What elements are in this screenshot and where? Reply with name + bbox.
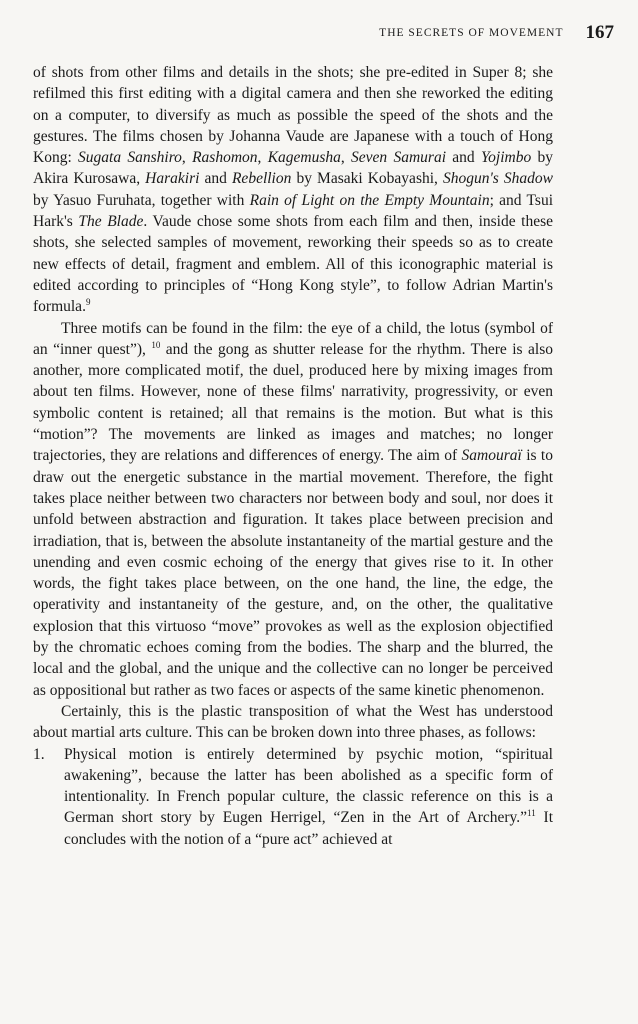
text-run: and (199, 170, 232, 188)
running-title: THE SECRETS OF MOVEMENT (379, 27, 564, 39)
text-run: Physical motion is entirely determined by psychic motion, “spiritual awakening”, because the latter has been abolished as a specific form of intentionality. In French popular culture, the classic reference on this is a German short story by Eugen Herrigel, “Zen in the Art of Archery.” (64, 745, 553, 827)
text-run: Three motifs can be found in the film: the eye of a child, the lotus (symbol of an “inner quest”), (33, 319, 553, 358)
italic-title: Harakiri (145, 170, 200, 188)
text-run: It concludes with the notion of a “pure act” achieved at (64, 809, 554, 848)
paragraph (33, 62, 553, 318)
italic-title: Kagemusha (267, 149, 341, 167)
footnote-ref: 11 (527, 808, 536, 819)
paragraph (33, 318, 553, 701)
text-run: , (257, 149, 268, 167)
italic-title: The Blade (78, 213, 144, 231)
footnote-ref: 9 (85, 297, 91, 308)
italic-title: Rebellion (231, 170, 292, 188)
footnote-ref: 10 (151, 339, 161, 350)
text-run: , (340, 149, 352, 167)
text-run: and the gong as shutter release for the rhythm. There is also another, more complicated motif, the duel, produced here by mixing images from about ten films. However, none of these films' narrativity, progressivity, or even symbolic content is retained; all that remains is the motion. But what is this “motion”? The movements are linked as images and matches; no longer trajectories, they are relations and differences of energy. The aim of (33, 340, 553, 465)
text-run: ; and Tsui Hark's (33, 191, 554, 231)
text-run: , (181, 149, 193, 167)
body-text (33, 62, 553, 850)
italic-title: Sugata Sanshiro (78, 149, 182, 167)
italic-title: Seven Samurai (351, 149, 446, 167)
list-number: 1. (33, 745, 45, 763)
text-run: . Vaude chose some shots from each film and then, inside these shots, she selected samples of movement, reworking their speeds so as to create new effects of detail, fragment and emblem. All of this iconographic material is edited according to principles of “Hong Kong style”, to follow Adrian Martin's formula. (33, 213, 554, 316)
list-item (33, 744, 553, 850)
text-run: of shots from other films and details in the shots; she pre-edited in Super 8; she refilmed this first editing with a digital camera and then she reworked the editing on a computer, to diversify as much as possible the speed of the shots and the gestures. The films chosen by Johanna Vaude are Japanese with a touch of Hong Kong: (33, 64, 553, 167)
italic-title: Yojimbo (480, 149, 532, 167)
text-run: is to draw out the energetic substance in the martial movement. Therefore, the fight takes place neither between two characters nor between body and soul, nor does it unfold between abstraction and figuration. It takes place between precision and irradiation, that is, between the absolute instantaneity of the martial gesture and the unending and even cosmic echoing of the energy that gives rise to it. In other words, the fight takes place between, on the one hand, the line, the edge, the operativity and instantaneity of the gesture, and, on the other, the qualitative explosion that this virtuoso “move” provokes as well as the explosion objectified by the chromatic echoes coming from the bodies. The sharp and the blurred, the local and the global, and the unique and the collective can no longer be perceived as oppositional but rather as two faces or aspects of the same kinetic phenomenon. (33, 447, 553, 699)
running-header (0, 22, 614, 44)
paragraph (33, 701, 553, 744)
numbered-list (33, 744, 553, 850)
italic-title: Rain of Light on the Empty Mountain (249, 191, 490, 209)
list-item-text (64, 746, 553, 848)
text-run: by Akira Kurosawa, (33, 149, 553, 188)
text-run: and (446, 149, 481, 167)
italic-title: Rashomon (192, 149, 258, 167)
italic-title: Shogun's Shadow (442, 170, 553, 188)
text-run: by Masaki Kobayashi, (291, 170, 443, 188)
text-run: Certainly, this is the plastic transposition of what the West has understood about martial arts culture. This can be broken down into three phases, as follows: (33, 702, 553, 742)
page-number: 167 (585, 22, 614, 43)
italic-title: Samouraï (461, 447, 522, 465)
text-run: by Yasuo Furuhata, together with (33, 191, 250, 209)
